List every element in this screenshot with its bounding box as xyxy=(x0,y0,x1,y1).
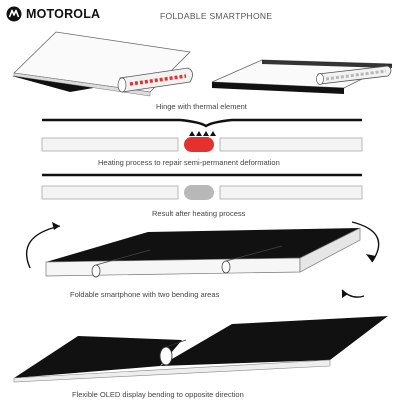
caption-hinge: Hinge with thermal element xyxy=(156,102,247,111)
caption-result: Result after heating process xyxy=(152,209,246,218)
thermal-element-idle xyxy=(184,185,214,200)
two-bending-figure xyxy=(27,222,379,298)
brand-name: MOTOROLA xyxy=(26,7,101,21)
thermal-element-heating xyxy=(184,137,214,152)
caption-heating: Heating process to repair semi-permanent deformation xyxy=(98,158,280,167)
folded-phone-figure xyxy=(12,32,193,96)
page-title: FOLDABLE SMARTPHONE xyxy=(160,11,273,21)
flat-phone-figure xyxy=(212,60,392,94)
heat-arrows xyxy=(189,131,216,136)
caption-two-bending: Foldable smartphone with two bending areas xyxy=(70,290,220,299)
result-figure xyxy=(42,175,362,200)
rotate-arrow-bottom-icon xyxy=(342,290,364,298)
heating-process-figure xyxy=(42,120,362,152)
flexible-oled-figure xyxy=(14,316,388,382)
caption-flexible: Flexible OLED display bending to opposite direction xyxy=(72,390,244,399)
